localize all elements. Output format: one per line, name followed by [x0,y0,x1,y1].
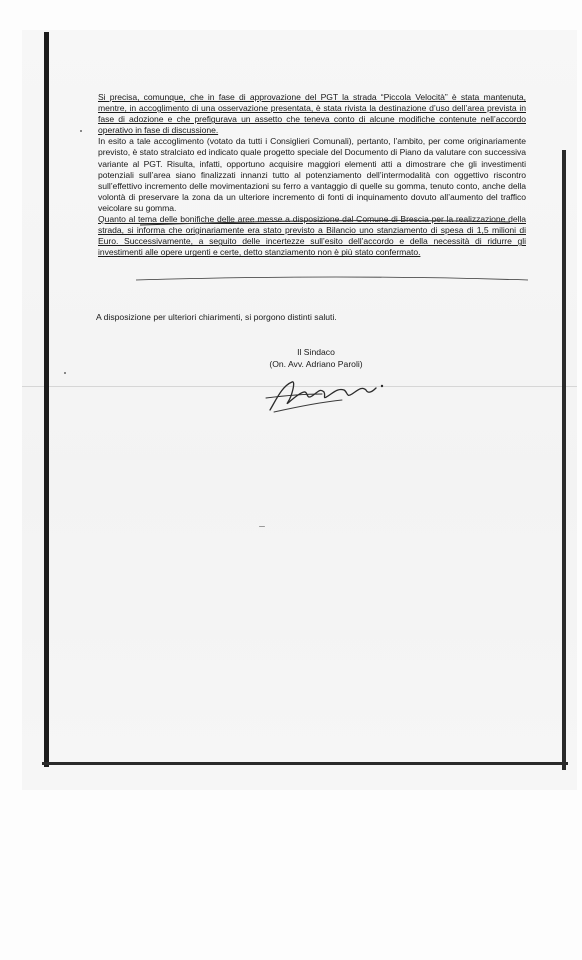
handwritten-signature [262,372,392,416]
signatory-name: (On. Avv. Adriano Paroli) [269,359,363,369]
paragraph-remediation: Quanto al tema delle bonifiche delle aree messe a disposizione dal Comune di Brescia per la realizzazione della strada, si informa che originariamente era stato previsto a Bilancio uno stanziamento di spesa di 1,5 milioni di Euro. Successivamente, a seguito delle incertezze sull’esito dell’accordo e della necessità di ridurre gli investimenti alle opere urgenti e certe, detto stanziamento non è più stato confermato. [98,214,526,258]
closing-line: A disposizione per ulteriori chiarimenti, si porgono distinti saluti. [96,312,337,322]
paragraph-outcome: In esito a tale accoglimento (votato da tutti i Consiglieri Comunali), pertanto, l’ambito, per come originariamente previsto, è stato stralciato ed indicato quale progetto speciale del Documento di Piano da valutare con successiva variante al PGT. Risulta, infatti, opportuno acquisire maggiori elementi atti a dimostrare che gli investimenti potenziali sull’area siano finalizzati innanzi tutto al potenziamento dell’intermodalità con oggettivo riscontro sull’effettivo incremento delle movimentazioni su ferro a vantaggio di quelle su gomma, tenuto conto, anche della volontà di preservare la zona da un ulteriore incremento di fonti di inquinamento dovuto all’aumento del traffico veicolare su gomma. [98,136,526,213]
scan-speck [259,526,265,527]
bottom-scan-edge [42,762,568,765]
paragraph-pgt-road: Si precisa, comunque, che in fase di approvazione del PGT la strada “Piccola Velocità” è stata mantenuta, mentre, in accoglimento di una osservazione presentata, è stata rivista la destinazione d’uso dell’area prevista in fase di adozione e che prefigurava un assetto che teneva conto di alcune modifiche contenute nell’accordo operativo in fase di discussione. [98,92,526,136]
scan-speck [64,372,66,374]
right-scan-edge [562,150,566,770]
signature-block [236,346,396,370]
pen-underline-marks [40,60,560,320]
signatory-title: Il Sindaco [297,347,335,357]
